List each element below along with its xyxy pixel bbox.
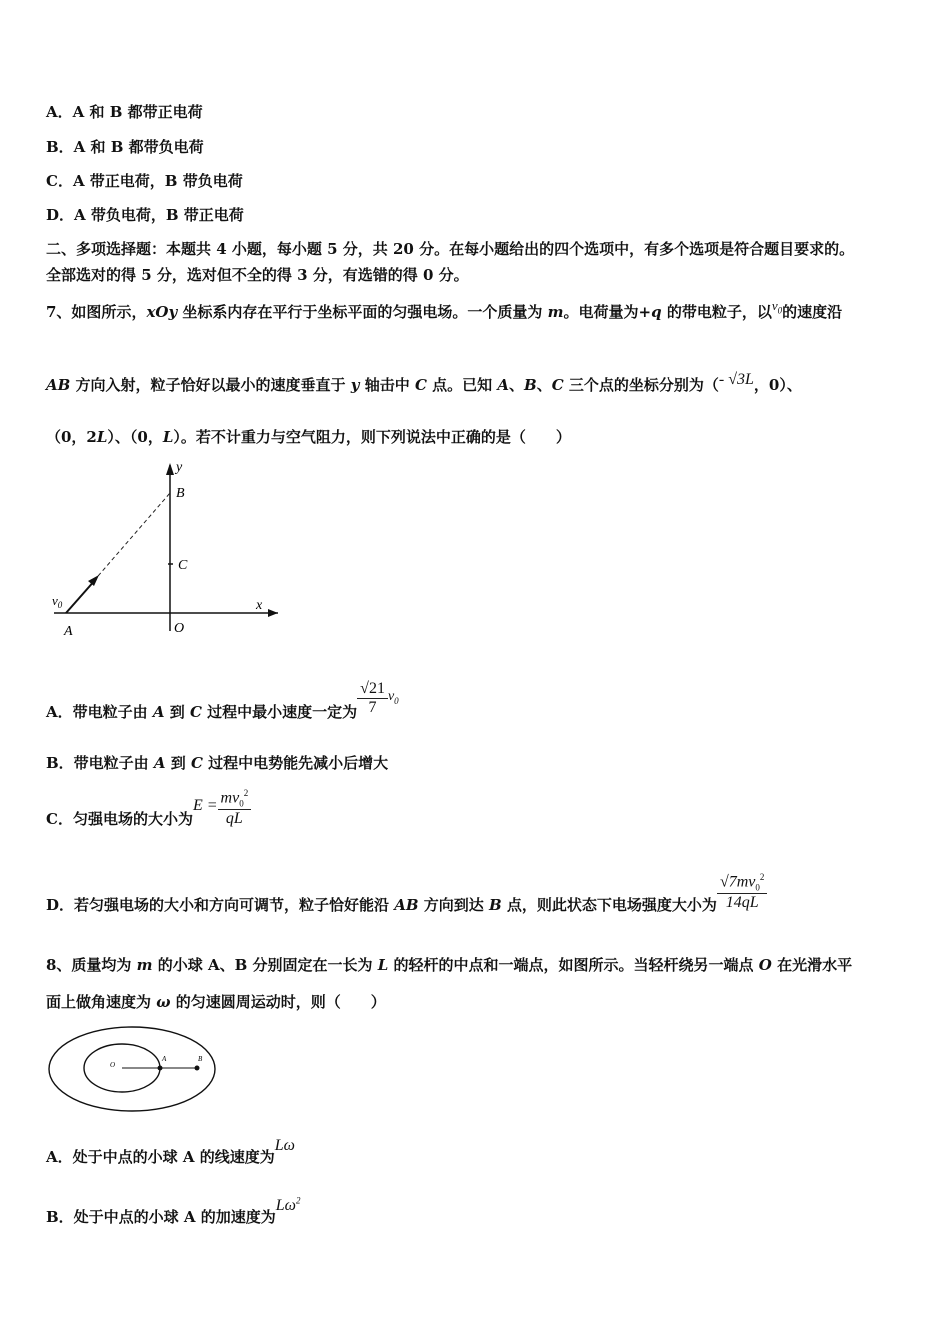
ball-b bbox=[195, 1066, 200, 1071]
q7-stem-line2: AB 方向入射，粒子恰好以最小的速度垂直于 y 轴击中 C 点。已知 A、B、C 三个点的坐标分别为（- √3L，0）、 bbox=[46, 371, 802, 394]
section2-line2: 全部选对的得 5 分，选对但不全的得 3 分，有选错的得 0 分。 bbox=[46, 266, 469, 284]
q8-option-a: A．处于中点的小球 A 的线速度为Lω bbox=[46, 1137, 295, 1166]
q7-stem-line3: （0，2L）、（0，L）。若不计重力与空气阻力，则下列说法中正确的是（ ） bbox=[46, 428, 571, 446]
y-axis-arrow bbox=[166, 463, 174, 475]
label-o: O bbox=[110, 1061, 116, 1069]
x-axis-arrow bbox=[268, 609, 278, 617]
label-b: B bbox=[176, 486, 185, 501]
outer-orbit bbox=[49, 1027, 215, 1111]
q7-stem-line1: 7、如图所示，xOy 坐标系内存在平行于坐标平面的匀强电场。一个质量为 m。电荷量为+q 的带电粒子，以$v_0$的速度沿 bbox=[46, 298, 843, 321]
label-y: y bbox=[176, 460, 183, 475]
section2-line1: 二、多项选择题：本题共 4 小题，每小题 5 分，共 20 分。在每小题给出的四个选项中，有多个选项是符合题目要求的。 bbox=[46, 240, 855, 258]
q7-option-a: A．带电粒子由 A 到 C 过程中最小速度一定为 $\frac{√21}{7}$ $v_0$ bbox=[46, 680, 399, 721]
q7-option-b: B．带电粒子由 A 到 C 过程中电势能先减小后增大 bbox=[46, 754, 389, 772]
label-a: A bbox=[162, 1055, 167, 1063]
q8-option-b: B．处于中点的小球 A 的加速度为$L\omega^2$ bbox=[46, 1195, 301, 1226]
field-strength-fraction: $\frac{mv_0^2}{qL}$ bbox=[218, 788, 252, 828]
label-o: O bbox=[174, 621, 185, 636]
q8-stem-line1: 8、质量均为 m 的小球 A、B 分别固定在一长为 L 的轻杆的中点和一端点，如图所示。当轻杆绕另一端点 O 在光滑水平 bbox=[46, 956, 853, 974]
label-b: B bbox=[198, 1055, 203, 1063]
velocity-vector bbox=[66, 579, 96, 613]
q7-coordinate-figure bbox=[46, 455, 286, 645]
label-x: x bbox=[256, 598, 263, 613]
ball-a bbox=[158, 1066, 163, 1071]
q6-option-b: B．A 和 B 都带负电荷 bbox=[46, 138, 204, 156]
v0-symbol: $v_0$ bbox=[387, 688, 399, 706]
v0-symbol: $v_0$ bbox=[771, 298, 783, 316]
adjusted-field-fraction: $\frac{√7mv_0^2}{14qL}$ bbox=[717, 872, 767, 912]
q8-circle-figure bbox=[46, 1025, 226, 1117]
q6-option-a: A．A 和 B 都带正电荷 bbox=[46, 103, 203, 121]
label-c: C bbox=[178, 558, 188, 573]
q7-option-c: C．匀强电场的大小为E = $\frac{mv_0^2}{qL}$ bbox=[46, 788, 251, 828]
q7-option-d: D．若匀强电场的大小和方向可调节，粒子恰好能沿 AB 方向到达 B 点，则此状态下电场强度大小为 $\frac{√7mv_0^2}{14qL}$ bbox=[46, 872, 767, 912]
min-speed-fraction: $\frac{√21}{7}$ bbox=[357, 680, 388, 717]
label-a: A bbox=[64, 624, 73, 639]
q6-option-d: D．A 带负电荷，B 带正电荷 bbox=[46, 206, 244, 224]
q8-stem-line2: 面上做角速度为 ω 的匀速圆周运动时，则（ ） bbox=[46, 993, 386, 1011]
velocity-arrowhead bbox=[88, 575, 99, 586]
q6-option-c: C．A 带正电荷，B 带负电荷 bbox=[46, 172, 243, 190]
label-v0: $v_0$ bbox=[52, 593, 63, 610]
